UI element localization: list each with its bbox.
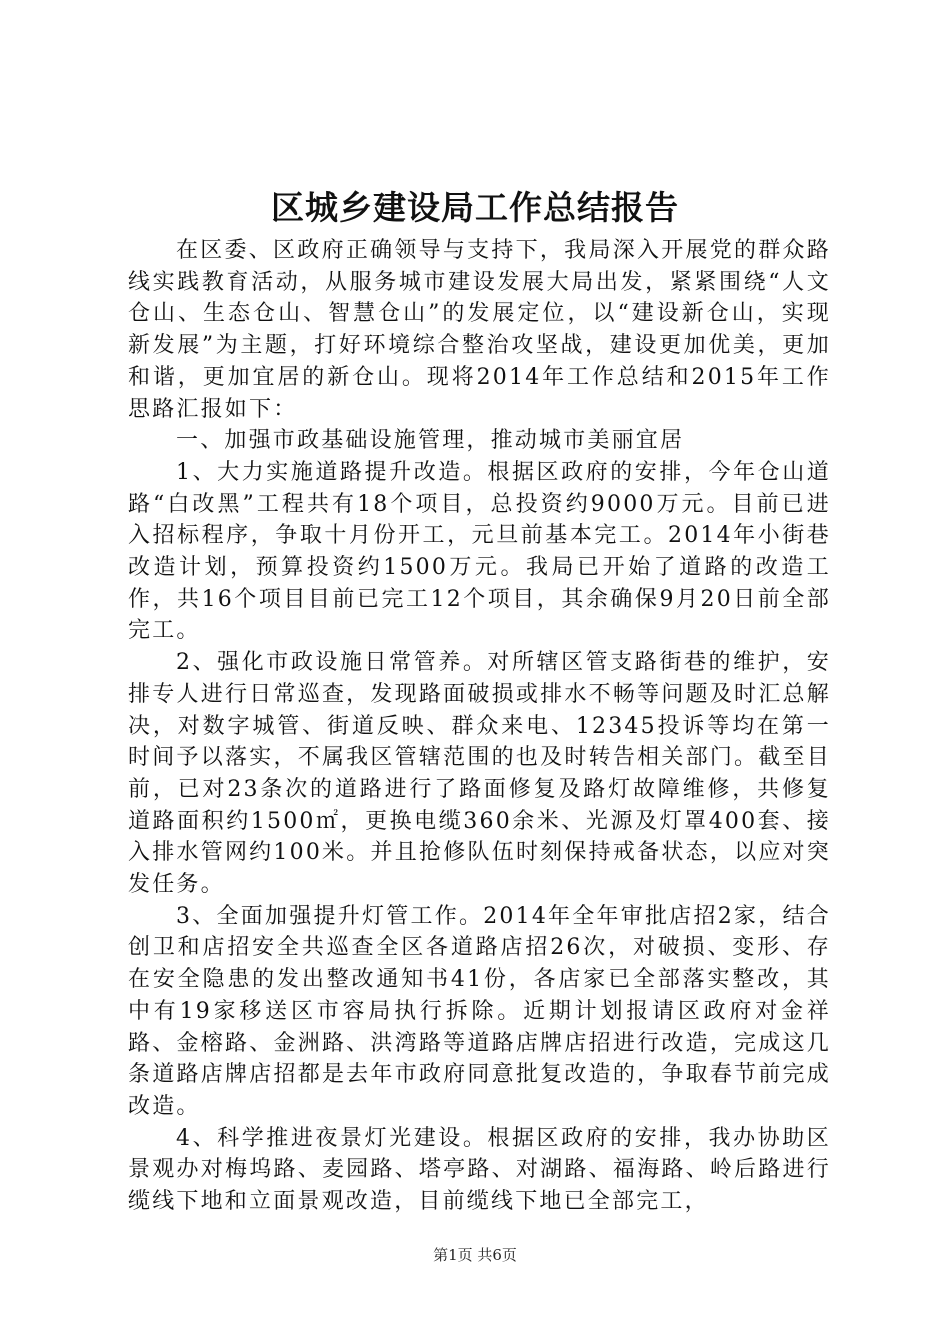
document-body: [128, 235, 831, 1218]
paragraph-item-2: 2、强化市政设施日常管养。对所辖区管支路街巷的维护，安排专人进行日常巡查，发现路面破损或排水不畅等问题及时汇总解决，对数字城管、街道反映、群众来电、12345投诉等均在第一时间予以落实，不属我区管辖范围的也及时转告相关部门。截至目前，已对23条次的道路进行了路面修复及路灯故障维修，共修复道路面积约1500㎡，更换电缆360余米、光源及灯罩400套、接入排水管网约100米。并且抢修队伍时刻保持戒备状态，以应对突发任务。: [128, 650, 831, 898]
section-heading-1: 一、加强市政基础设施管理，推动城市美丽宜居: [176, 428, 685, 454]
document-title: 区城乡建设局工作总结报告: [271, 188, 679, 227]
paragraph-item-3: 3、全面加强提升灯管工作。2014年全年审批店招2家，结合创卫和店招安全共巡查全区各道路店招26次，对破损、变形、存在安全隐患的发出整改通知书41份，各店家已全部落实整改，其中有19家移送区市容局执行拆除。近期计划报请区政府对金祥路、金榕路、金洲路、洪湾路等道路店牌店招进行改造，完成这几条道路店牌店招都是去年市政府同意批复改造的，争取春节前完成改造。: [128, 903, 831, 1119]
paragraph-intro: 在区委、区政府正确领导与支持下，我局深入开展党的群众路线实践教育活动，从服务城市建设发展大局出发，紧紧围绕“人文仓山、生态仓山、智慧仓山”的发展定位，以“建设新仓山，实现新发展”为主题，打好环境综合整治攻坚战，建设更加优美，更加和谐，更加宜居的新仓山。现将2014年工作总结和2015年工作思路汇报如下：: [128, 238, 831, 422]
page-footer: 第1页 共6页: [433, 1246, 517, 1264]
paragraph-item-4: 4、科学推进夜景灯光建设。根据区政府的安排，我办协助区景观办对梅坞路、麦园路、塔亭路、对湖路、福海路、岭后路进行缆线下地和立面景观改造，目前缆线下地已全部完工，: [128, 1125, 831, 1215]
paragraph-item-1: 1、大力实施道路提升改造。根据区政府的安排，今年仓山道路“白改黑”工程共有18个项目，总投资约9000万元。目前已进入招标程序，争取十月份开工，元旦前基本完工。2014年小街巷改造计划，预算投资约1500万元。我局已开始了道路的改造工作，共16个项目目前已完工12个项目，其余确保9月20日前全部完工。: [128, 459, 831, 644]
